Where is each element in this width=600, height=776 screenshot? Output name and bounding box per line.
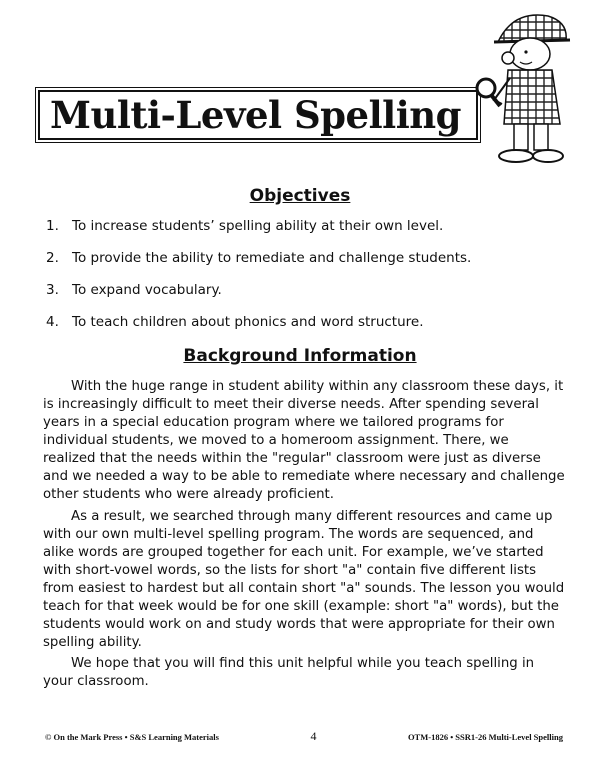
list-text: To provide the ability to remediate and challenge students.	[72, 250, 472, 266]
list-item	[46, 250, 566, 282]
list-number: 4.	[46, 314, 59, 330]
background-paragraph-1: With the huge range in student ability within any classroom these days, it is increasingly difficult to meet their diverse needs. After spending several years in a special education program where we tailored programs for individual students, we moved to a homeroom assignment. There, we realized that the needs within the "regular" classroom were just as diverse and we needed a way to be able to remediate where necessary and challenge other students who were already proficient.	[43, 379, 565, 502]
list-number: 3.	[46, 282, 59, 298]
page-title: Multi-Level Spelling	[50, 93, 462, 137]
background-paragraph-2: As a result, we searched through many different resources and came up with our own multi-level spelling program. The words are sequenced, and alike words are grouped together for each unit. For example, we’ve started with short-vowel words, so the lists for short "a" contain five different lists from easiest to hardest but all contain short "a" sounds. The lesson you would teach for that week would be for one skill (example: short "a" words), but the students would work on and study words that were appropriate for their own spelling ability.	[43, 509, 565, 650]
list-text: To expand vocabulary.	[72, 282, 222, 298]
footer-product-code: OTM-1826 • SSR1-26 Multi-Level Spelling	[407, 732, 563, 742]
page-number: 4	[310, 729, 317, 743]
background-paragraph-3: We hope that you will find this unit helpful while you teach spelling in your classroom.	[43, 656, 535, 689]
list-item	[46, 218, 566, 250]
list-number: 2.	[46, 250, 59, 266]
list-text: To teach children about phonics and word structure.	[72, 314, 424, 330]
detective-with-magnifying-glass-icon	[468, 2, 588, 172]
list-text: To increase students’ spelling ability at their own level.	[72, 218, 444, 234]
title-banner	[38, 90, 478, 140]
list-item	[46, 314, 566, 346]
page-footer	[45, 729, 563, 744]
objectives-heading: Objectives	[249, 186, 351, 206]
footer-publisher: © On the Mark Press • S&S Learning Materials	[45, 732, 219, 742]
list-number: 1.	[46, 218, 59, 234]
list-item	[46, 282, 566, 314]
objectives-list	[46, 218, 566, 346]
background-heading: Background Information	[183, 346, 417, 366]
